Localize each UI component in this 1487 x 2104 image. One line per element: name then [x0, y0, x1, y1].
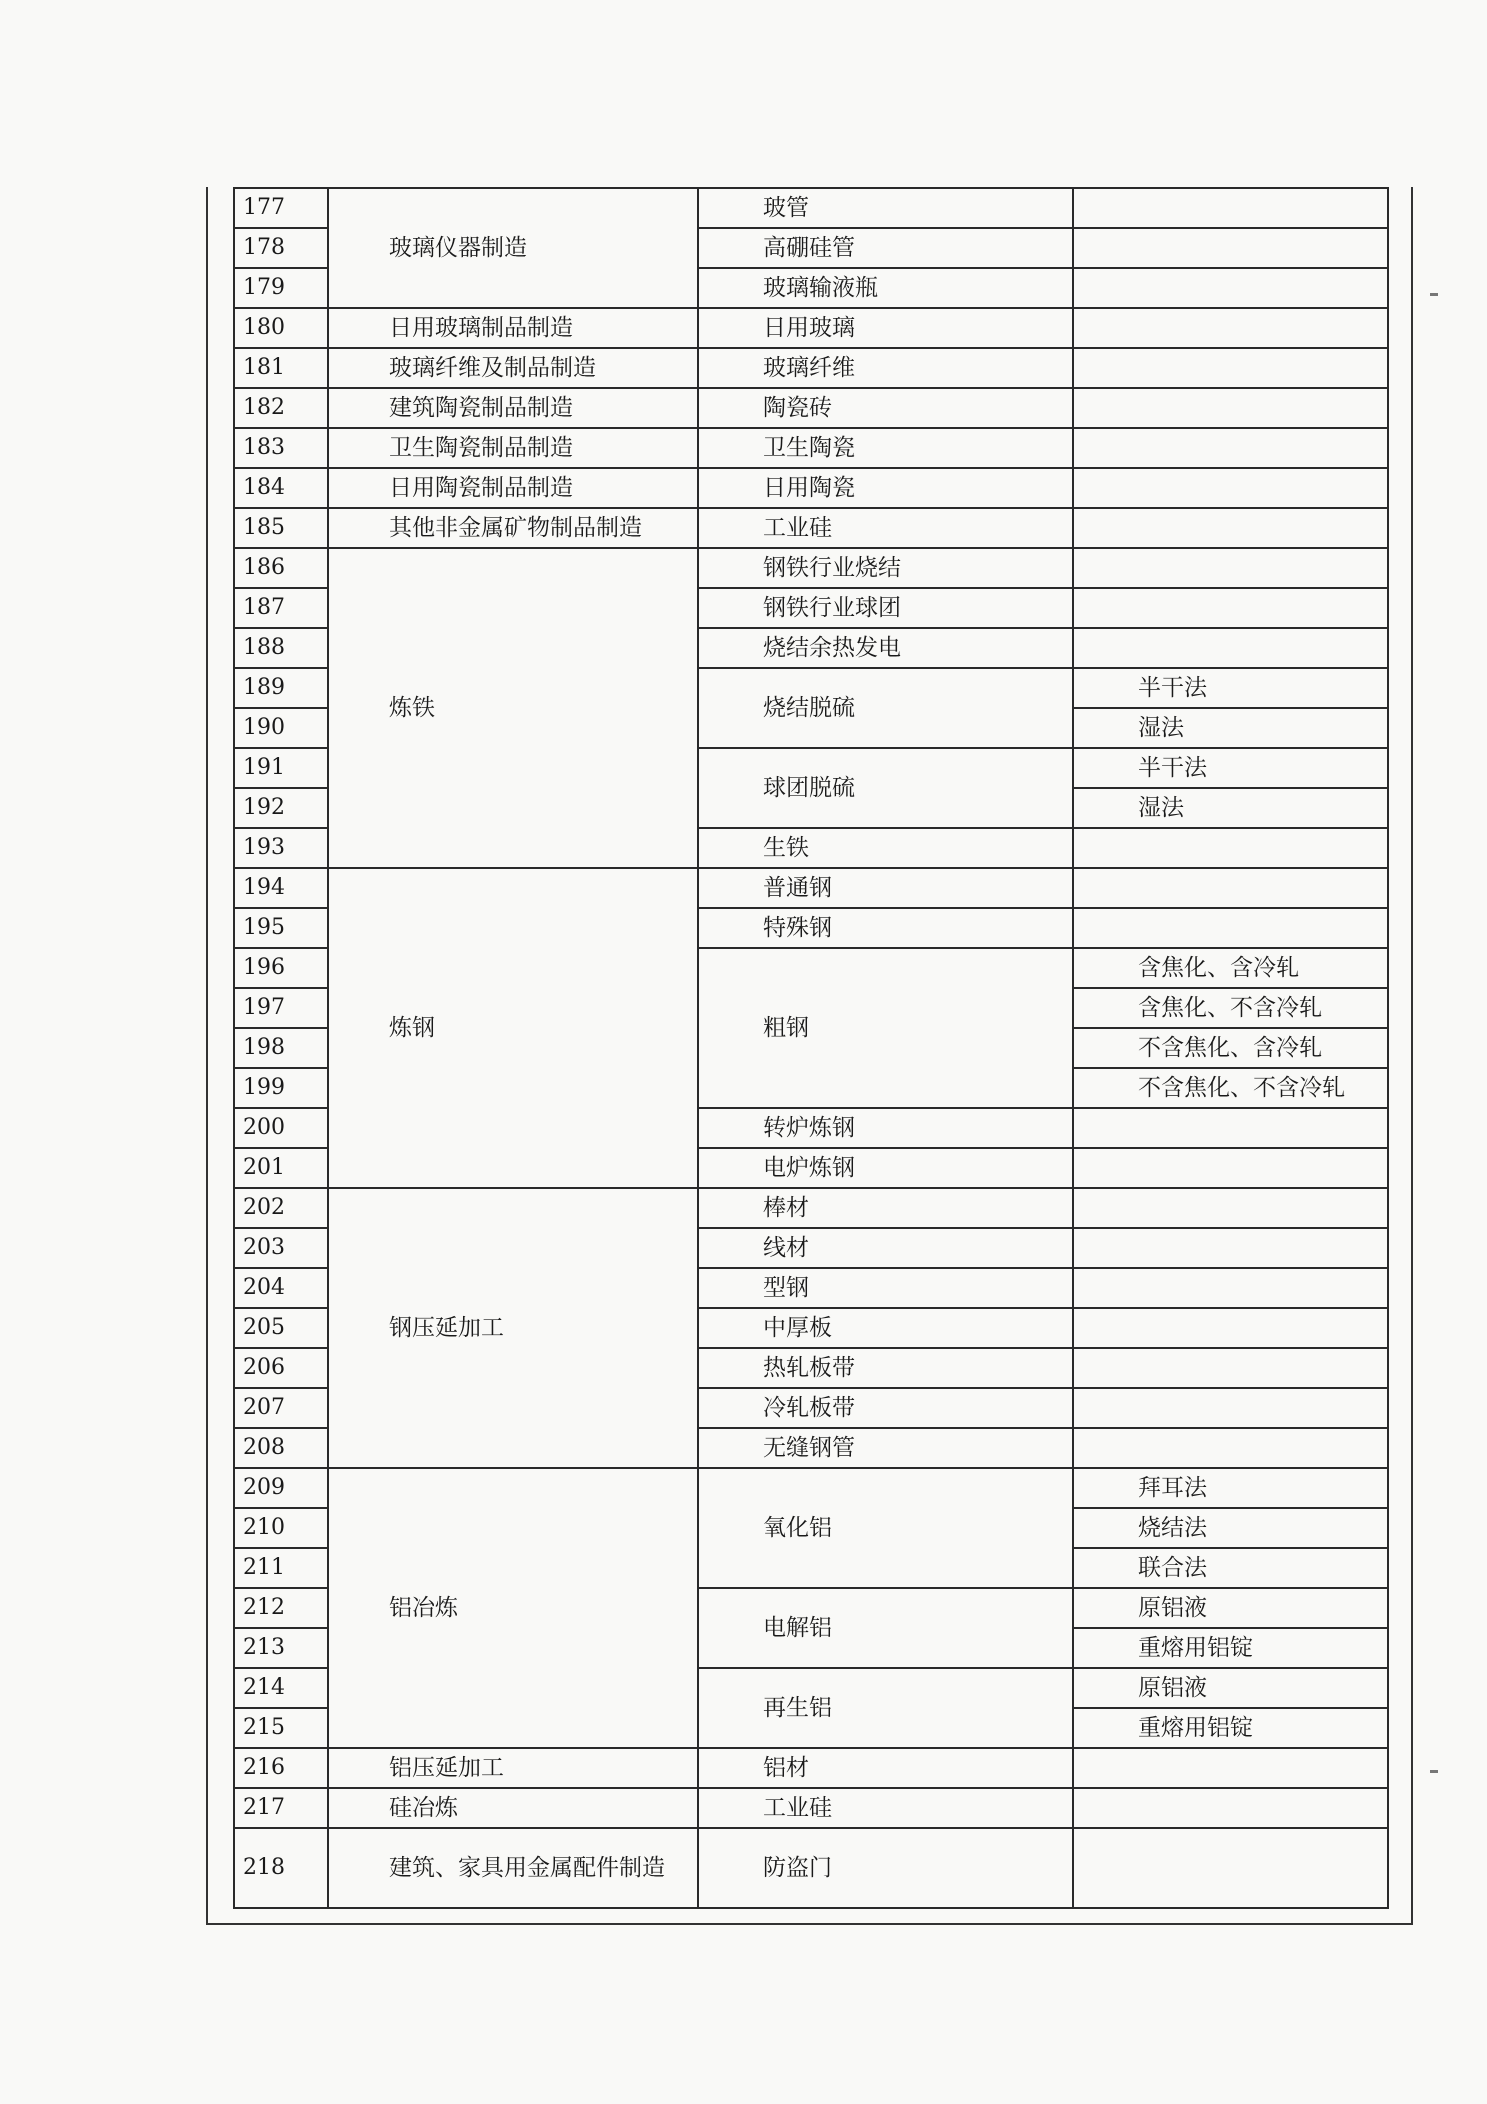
industry-cell: 卫生陶瓷制品制造: [328, 428, 698, 468]
product-cell: 球团脱硫: [698, 748, 1073, 828]
row-number: 179: [234, 268, 328, 308]
industry-cell: 建筑陶瓷制品制造: [328, 388, 698, 428]
table-row: [234, 388, 1388, 428]
process-cell: 烧结法: [1073, 1508, 1388, 1548]
product-cell: 再生铝: [698, 1668, 1073, 1748]
row-number: 209: [234, 1468, 328, 1508]
process-cell: [1073, 828, 1388, 868]
row-number: 178: [234, 228, 328, 268]
product-cell: 钢铁行业烧结: [698, 548, 1073, 588]
product-cell: 线材: [698, 1228, 1073, 1268]
product-cell: 玻璃输液瓶: [698, 268, 1073, 308]
row-number: 214: [234, 1668, 328, 1708]
product-cell: 普通钢: [698, 868, 1073, 908]
row-number: 190: [234, 708, 328, 748]
row-number: 201: [234, 1148, 328, 1188]
product-cell: 生铁: [698, 828, 1073, 868]
process-cell: 原铝液: [1073, 1668, 1388, 1708]
row-number: 188: [234, 628, 328, 668]
row-number: 213: [234, 1628, 328, 1668]
process-cell: [1073, 1108, 1388, 1148]
industry-cell: 铝冶炼: [328, 1468, 698, 1748]
process-cell: [1073, 868, 1388, 908]
process-cell: [1073, 908, 1388, 948]
process-cell: 拜耳法: [1073, 1468, 1388, 1508]
industry-product-table: [233, 187, 1389, 1909]
industry-cell: 铝压延加工: [328, 1748, 698, 1788]
table-row: [234, 1788, 1388, 1828]
process-cell: [1073, 188, 1388, 228]
industry-cell: 日用陶瓷制品制造: [328, 468, 698, 508]
row-number: 186: [234, 548, 328, 588]
row-number: 204: [234, 1268, 328, 1308]
product-cell: 型钢: [698, 1268, 1073, 1308]
row-number: 207: [234, 1388, 328, 1428]
process-cell: 原铝液: [1073, 1588, 1388, 1628]
table-row: [234, 1188, 1388, 1228]
process-cell: [1073, 1428, 1388, 1468]
process-cell: [1073, 1828, 1388, 1908]
product-cell: 玻管: [698, 188, 1073, 228]
industry-cell: 其他非金属矿物制品制造: [328, 508, 698, 548]
product-cell: 钢铁行业球团: [698, 588, 1073, 628]
row-number: 187: [234, 588, 328, 628]
table-row: [234, 1748, 1388, 1788]
row-number: 202: [234, 1188, 328, 1228]
process-cell: 半干法: [1073, 748, 1388, 788]
row-number: 183: [234, 428, 328, 468]
process-cell: 含焦化、含冷轧: [1073, 948, 1388, 988]
product-cell: 烧结余热发电: [698, 628, 1073, 668]
industry-cell: 钢压延加工: [328, 1188, 698, 1468]
product-cell: 工业硅: [698, 508, 1073, 548]
row-number: 203: [234, 1228, 328, 1268]
process-cell: [1073, 1388, 1388, 1428]
row-number: 200: [234, 1108, 328, 1148]
product-cell: 卫生陶瓷: [698, 428, 1073, 468]
process-cell: [1073, 388, 1388, 428]
product-cell: 电炉炼钢: [698, 1148, 1073, 1188]
row-number: 194: [234, 868, 328, 908]
process-cell: 不含焦化、不含冷轧: [1073, 1068, 1388, 1108]
row-number: 211: [234, 1548, 328, 1588]
row-number: 208: [234, 1428, 328, 1468]
table-row: [234, 348, 1388, 388]
table-row: [234, 868, 1388, 908]
row-number: 212: [234, 1588, 328, 1628]
process-cell: 联合法: [1073, 1548, 1388, 1588]
margin-mark: [1430, 1770, 1438, 1773]
process-cell: 重熔用铝锭: [1073, 1628, 1388, 1668]
row-number: 218: [234, 1828, 328, 1908]
process-cell: [1073, 588, 1388, 628]
row-number: 177: [234, 188, 328, 228]
table-row: [234, 308, 1388, 348]
product-cell: 粗钢: [698, 948, 1073, 1108]
row-number: 192: [234, 788, 328, 828]
process-cell: [1073, 428, 1388, 468]
process-cell: [1073, 1268, 1388, 1308]
row-number: 180: [234, 308, 328, 348]
process-cell: 含焦化、不含冷轧: [1073, 988, 1388, 1028]
process-cell: [1073, 1308, 1388, 1348]
table-row: [234, 468, 1388, 508]
product-cell: 陶瓷砖: [698, 388, 1073, 428]
row-number: 196: [234, 948, 328, 988]
process-cell: [1073, 508, 1388, 548]
process-cell: [1073, 1748, 1388, 1788]
industry-cell-text: 建筑、家具用金属配件制造: [389, 1855, 665, 1881]
product-cell: 铝材: [698, 1748, 1073, 1788]
process-cell: [1073, 1148, 1388, 1188]
row-number: 195: [234, 908, 328, 948]
product-cell: 日用陶瓷: [698, 468, 1073, 508]
industry-cell: 炼钢: [328, 868, 698, 1188]
process-cell: 半干法: [1073, 668, 1388, 708]
product-cell: 防盗门: [698, 1828, 1073, 1908]
process-cell: [1073, 628, 1388, 668]
table-row: [234, 188, 1388, 228]
row-number: 215: [234, 1708, 328, 1748]
row-number: 197: [234, 988, 328, 1028]
table-row: [234, 508, 1388, 548]
product-cell: 转炉炼钢: [698, 1108, 1073, 1148]
industry-cell: 玻璃仪器制造: [328, 188, 698, 308]
row-number: 206: [234, 1348, 328, 1388]
process-cell: [1073, 1228, 1388, 1268]
process-cell: [1073, 308, 1388, 348]
product-cell: 日用玻璃: [698, 308, 1073, 348]
row-number: 210: [234, 1508, 328, 1548]
row-number: 184: [234, 468, 328, 508]
industry-cell: 玻璃纤维及制品制造: [328, 348, 698, 388]
process-cell: [1073, 468, 1388, 508]
table-row: [234, 1828, 1388, 1908]
product-cell: 工业硅: [698, 1788, 1073, 1828]
industry-cell: 炼铁: [328, 548, 698, 868]
product-cell: 棒材: [698, 1188, 1073, 1228]
margin-mark: [1430, 293, 1438, 296]
row-number: 216: [234, 1748, 328, 1788]
row-number: 198: [234, 1028, 328, 1068]
row-number: 193: [234, 828, 328, 868]
table-row: [234, 428, 1388, 468]
process-cell: 不含焦化、含冷轧: [1073, 1028, 1388, 1068]
product-cell: 玻璃纤维: [698, 348, 1073, 388]
row-number: 182: [234, 388, 328, 428]
row-number: 191: [234, 748, 328, 788]
process-cell: [1073, 1788, 1388, 1828]
row-number: 185: [234, 508, 328, 548]
process-cell: 湿法: [1073, 788, 1388, 828]
process-cell: [1073, 348, 1388, 388]
process-cell: 湿法: [1073, 708, 1388, 748]
industry-cell: [328, 1828, 698, 1908]
product-cell: 特殊钢: [698, 908, 1073, 948]
process-cell: [1073, 1348, 1388, 1388]
row-number: 189: [234, 668, 328, 708]
table-row: [234, 1468, 1388, 1508]
table-row: [234, 548, 1388, 588]
process-cell: [1073, 268, 1388, 308]
process-cell: 重熔用铝锭: [1073, 1708, 1388, 1748]
product-cell: 热轧板带: [698, 1348, 1073, 1388]
product-cell: 电解铝: [698, 1588, 1073, 1668]
row-number: 199: [234, 1068, 328, 1108]
industry-cell: 硅冶炼: [328, 1788, 698, 1828]
row-number: 217: [234, 1788, 328, 1828]
product-cell: 冷轧板带: [698, 1388, 1073, 1428]
product-cell: 氧化铝: [698, 1468, 1073, 1588]
product-cell: 中厚板: [698, 1308, 1073, 1348]
product-cell: 高硼硅管: [698, 228, 1073, 268]
row-number: 205: [234, 1308, 328, 1348]
row-number: 181: [234, 348, 328, 388]
product-cell: 无缝钢管: [698, 1428, 1073, 1468]
process-cell: [1073, 1188, 1388, 1228]
process-cell: [1073, 548, 1388, 588]
product-cell: 烧结脱硫: [698, 668, 1073, 748]
industry-cell: 日用玻璃制品制造: [328, 308, 698, 348]
process-cell: [1073, 228, 1388, 268]
